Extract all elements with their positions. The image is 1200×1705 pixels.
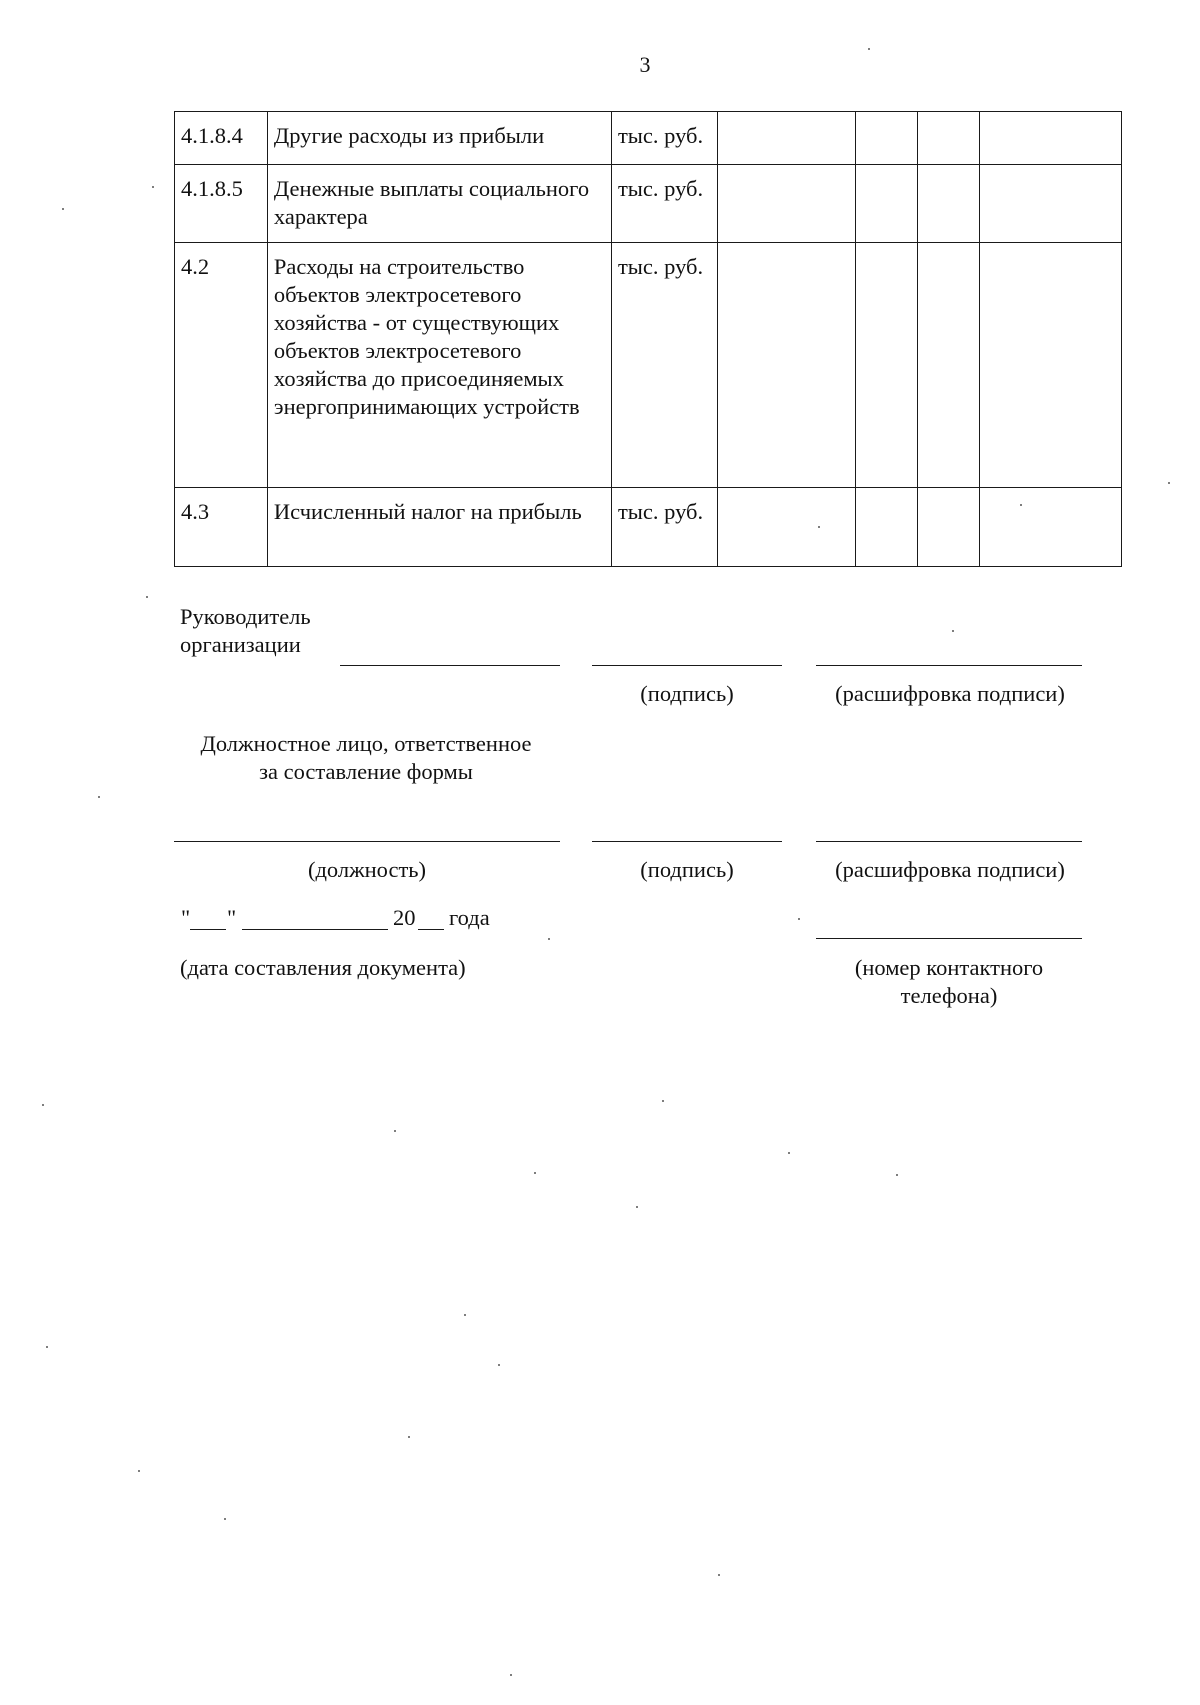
date-year-suffix: года — [449, 905, 490, 930]
scan-speck — [798, 918, 800, 920]
value-cell[interactable] — [718, 488, 856, 567]
head-decoding-line[interactable] — [816, 665, 1082, 666]
head-label-line1: Руководитель — [180, 604, 311, 629]
signature-caption: (подпись) — [640, 857, 734, 882]
signature-caption: (подпись) — [640, 681, 734, 706]
scan-speck — [896, 1174, 898, 1176]
date-day-blank[interactable] — [190, 929, 226, 930]
scan-speck — [952, 630, 954, 632]
scan-speck — [1168, 482, 1170, 484]
scan-speck — [46, 1346, 48, 1348]
row-name: Другие расходы из прибыли — [267, 112, 611, 165]
responsible-decoding-line[interactable] — [816, 841, 1082, 842]
value-cell[interactable] — [856, 488, 918, 567]
scan-speck — [662, 1100, 664, 1102]
value-cell[interactable] — [856, 112, 918, 165]
expense-table — [174, 111, 1122, 567]
scan-speck — [534, 1172, 536, 1174]
position-caption: (должность) — [307, 857, 427, 882]
scan-speck — [224, 1518, 226, 1520]
value-cell[interactable] — [718, 243, 856, 488]
row-name: Исчисленный налог на прибыль — [267, 488, 611, 567]
value-cell[interactable] — [980, 243, 1122, 488]
scan-speck — [788, 1152, 790, 1154]
table-row — [175, 488, 1122, 567]
position-line[interactable] — [174, 841, 560, 842]
value-cell[interactable] — [918, 488, 980, 567]
phone-caption-line2: телефона) — [900, 983, 998, 1008]
row-name: Расходы на строительство объектов электросетевого хозяйства - от существующих объектов электросетевого хозяйства до присоединяемых энергопринимающих устройств — [267, 243, 611, 488]
scan-speck — [818, 526, 820, 528]
value-cell[interactable] — [980, 112, 1122, 165]
responsible-label-line2: за составление формы — [259, 759, 473, 784]
phone-line[interactable] — [816, 938, 1082, 939]
date-year-prefix: 20 — [393, 905, 416, 930]
row-unit: тыс. руб. — [611, 165, 717, 243]
row-code: 4.1.8.4 — [175, 112, 268, 165]
row-code: 4.1.8.5 — [175, 165, 268, 243]
decoding-caption: (расшифровка подписи) — [835, 681, 1065, 706]
decoding-caption: (расшифровка подписи) — [835, 857, 1065, 882]
table-row — [175, 165, 1122, 243]
scan-speck — [636, 1206, 638, 1208]
scan-speck — [138, 1470, 140, 1472]
head-signature-line[interactable] — [592, 665, 782, 666]
row-name: Денежные выплаты социального характера — [267, 165, 611, 243]
date-caption: (дата составления документа) — [180, 955, 466, 980]
head-label-line2: организации — [180, 632, 301, 657]
value-cell[interactable] — [918, 112, 980, 165]
value-cell[interactable] — [718, 112, 856, 165]
date-close-quote: " — [227, 905, 237, 930]
scan-speck — [868, 48, 870, 50]
row-code: 4.3 — [175, 488, 268, 567]
scan-speck — [510, 1674, 512, 1676]
scan-speck — [146, 596, 148, 598]
scan-speck — [62, 208, 64, 210]
page-number: 3 — [639, 52, 651, 77]
value-cell[interactable] — [856, 165, 918, 243]
table-row — [175, 112, 1122, 165]
row-code: 4.2 — [175, 243, 268, 488]
scan-speck — [548, 938, 550, 940]
table-row — [175, 243, 1122, 488]
scan-speck — [152, 186, 154, 188]
row-unit: тыс. руб. — [611, 488, 717, 567]
value-cell[interactable] — [980, 165, 1122, 243]
head-blank-line[interactable] — [340, 665, 560, 666]
value-cell[interactable] — [980, 488, 1122, 567]
scan-speck — [1020, 504, 1022, 506]
value-cell[interactable] — [918, 165, 980, 243]
scan-speck — [98, 796, 100, 798]
value-cell[interactable] — [918, 243, 980, 488]
row-unit: тыс. руб. — [611, 243, 717, 488]
responsible-label-line1: Должностное лицо, ответственное — [200, 731, 532, 756]
row-unit: тыс. руб. — [611, 112, 717, 165]
value-cell[interactable] — [718, 165, 856, 243]
scan-speck — [718, 1574, 720, 1576]
date-year-blank[interactable] — [418, 929, 444, 930]
scan-speck — [42, 1104, 44, 1106]
date-month-blank[interactable] — [242, 929, 388, 930]
scan-speck — [464, 1314, 466, 1316]
scan-speck — [498, 1364, 500, 1366]
scan-speck — [394, 1130, 396, 1132]
scan-speck — [408, 1436, 410, 1438]
date-open-quote: " — [181, 905, 191, 930]
phone-caption-line1: (номер контактного — [854, 955, 1044, 980]
value-cell[interactable] — [856, 243, 918, 488]
responsible-signature-line[interactable] — [592, 841, 782, 842]
